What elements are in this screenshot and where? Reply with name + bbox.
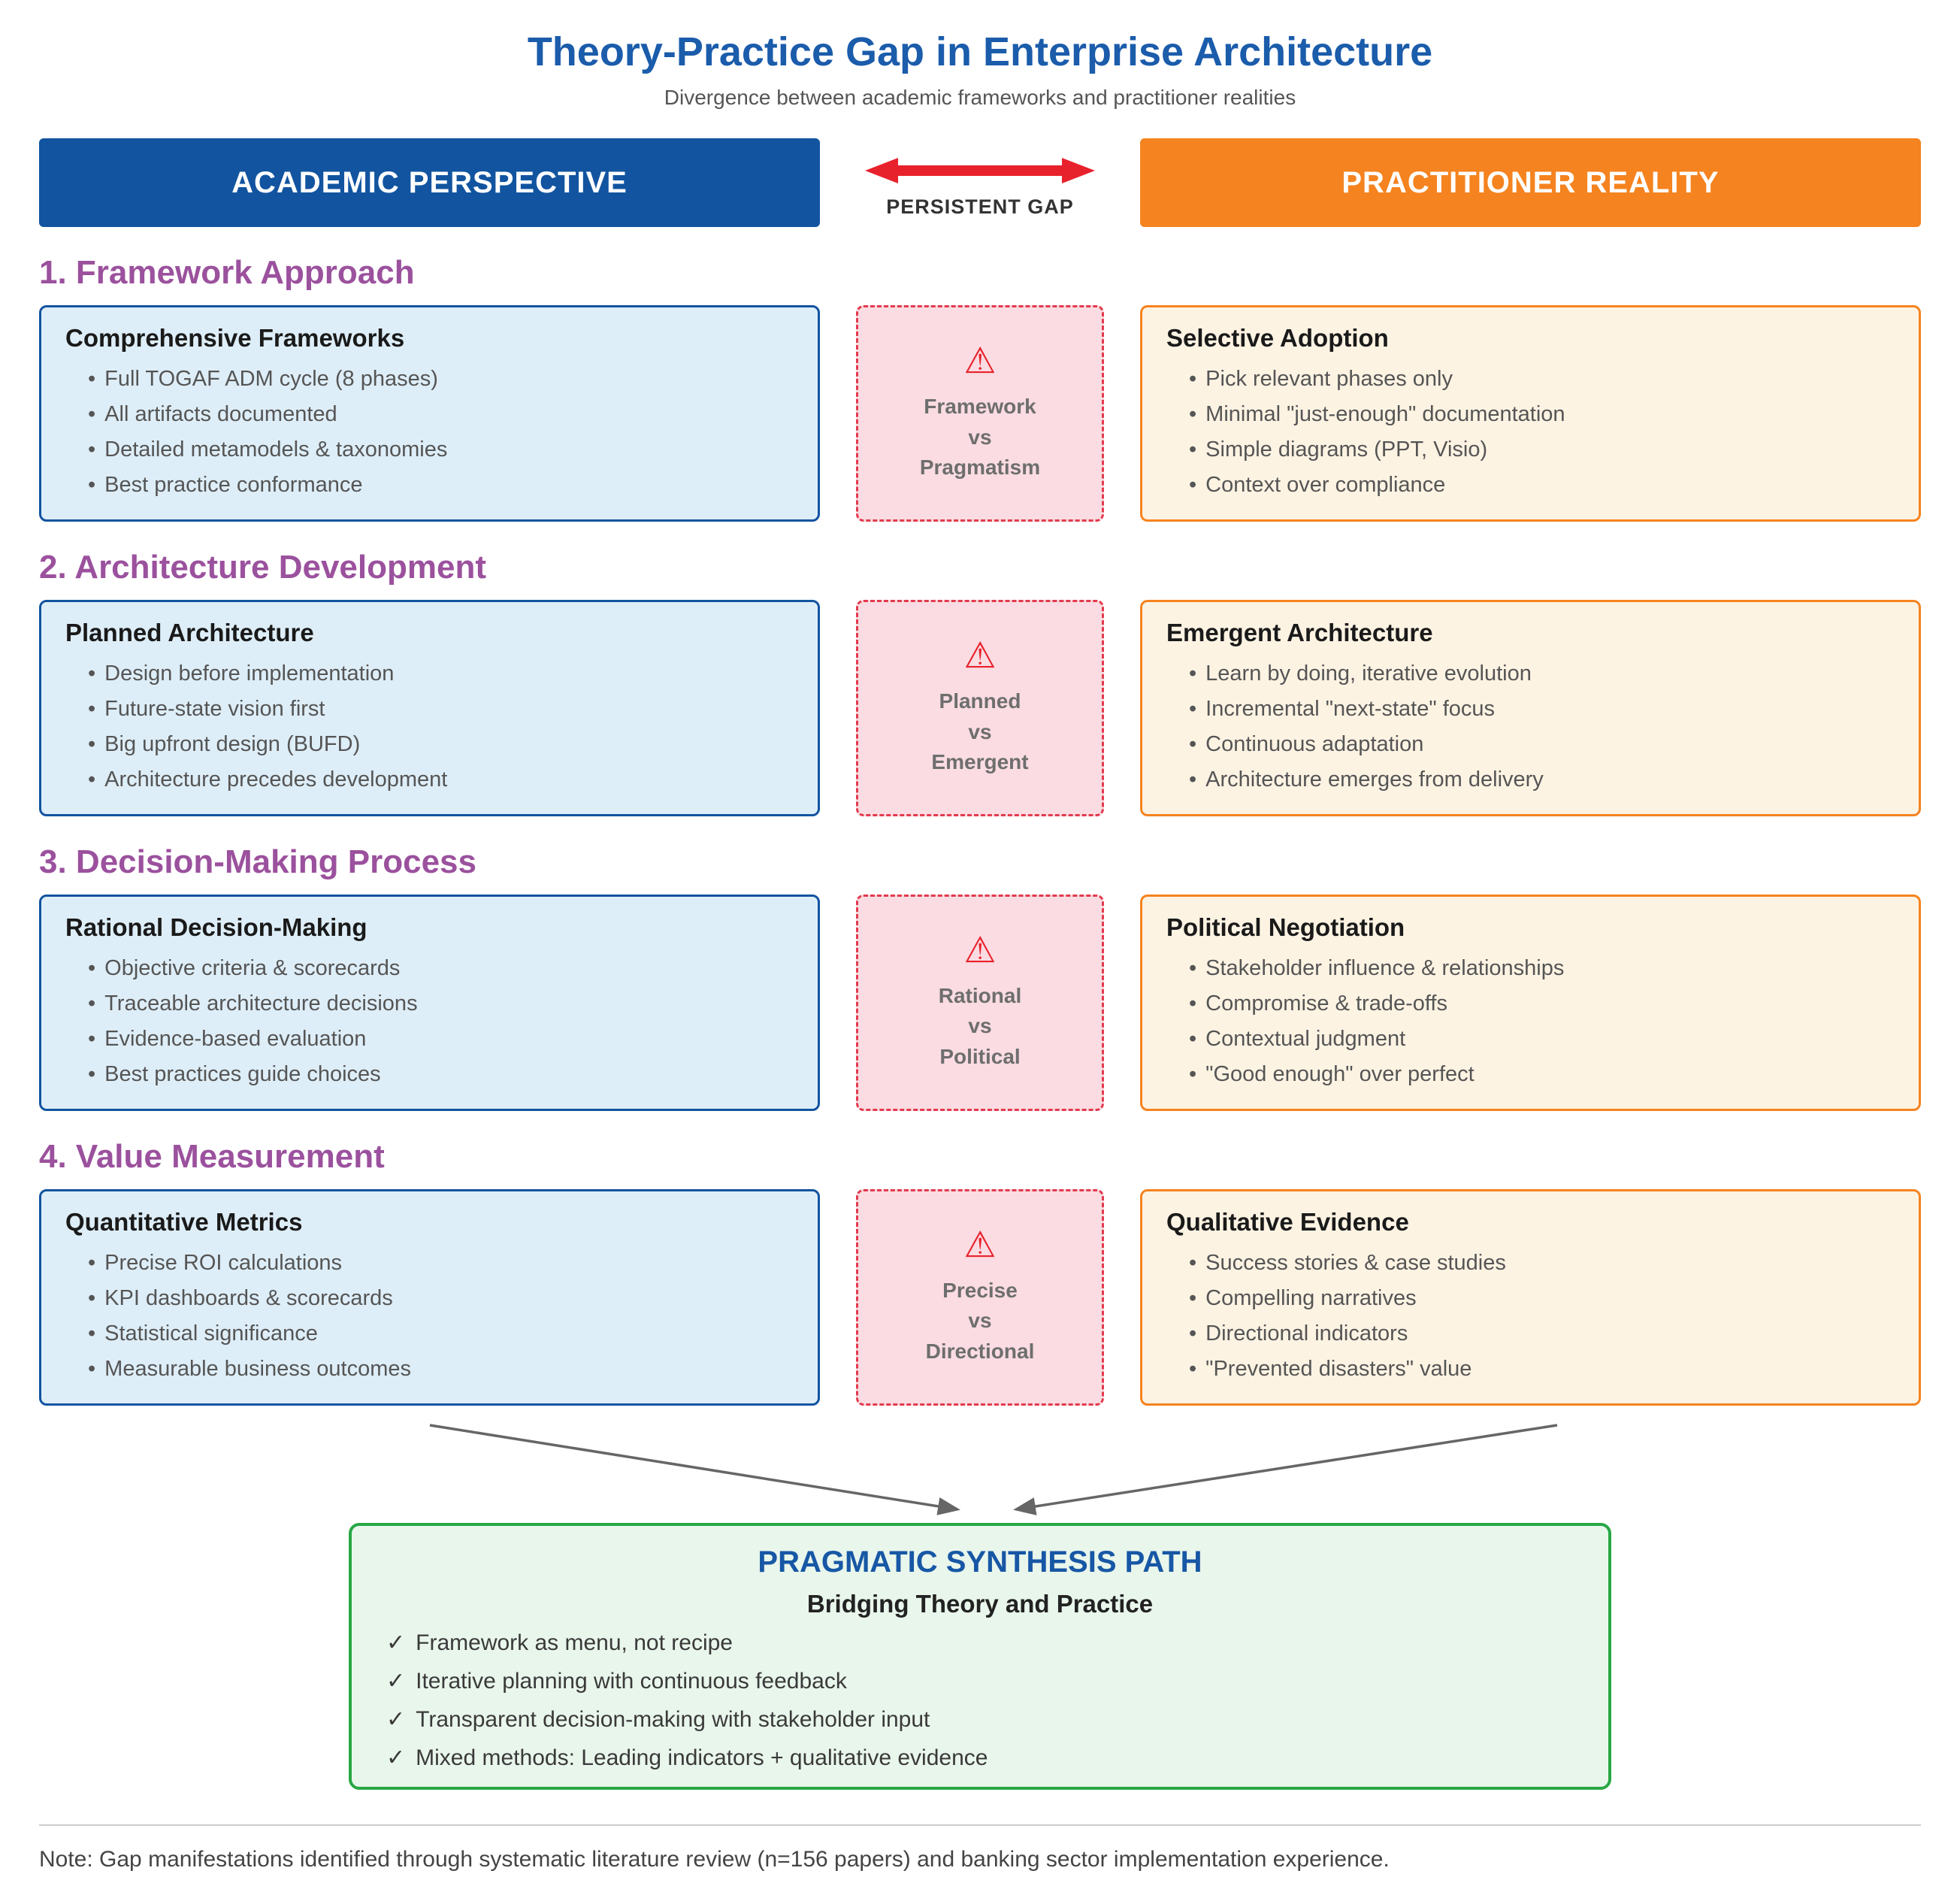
warning-icon: ⚠ bbox=[963, 930, 997, 970]
gap-term-right: Political bbox=[939, 1044, 1021, 1068]
synthesis-title: PRAGMATIC SYNTHESIS PATH bbox=[758, 1545, 1202, 1579]
gap-box bbox=[856, 1189, 1104, 1406]
bullet-list bbox=[65, 362, 794, 503]
bullet-item: • "Good enough" over perfect bbox=[1189, 1057, 1895, 1092]
synthesis-item-text: Transparent decision-making with stakeholder input bbox=[416, 1706, 930, 1732]
footer-divider bbox=[39, 1824, 1921, 1826]
bullet-item: • Evidence-based evaluation bbox=[88, 1022, 794, 1057]
converging-arrows bbox=[39, 1418, 1921, 1523]
synthesis-item bbox=[386, 1741, 1574, 1775]
academic-box bbox=[39, 895, 820, 1111]
practitioner-box bbox=[1140, 600, 1921, 816]
bullet-item: • Stakeholder influence & relationships bbox=[1189, 951, 1895, 986]
box-title: Qualitative Evidence bbox=[1166, 1207, 1409, 1236]
bullet-list bbox=[65, 951, 794, 1092]
practitioner-box bbox=[1140, 895, 1921, 1111]
section-framework-approach bbox=[39, 254, 1921, 522]
academic-box bbox=[39, 305, 820, 522]
bullet-item: • All artifacts documented bbox=[88, 397, 794, 432]
column-headers bbox=[39, 138, 1921, 227]
gap-term-left: Framework bbox=[924, 395, 1036, 419]
page-subtitle: Divergence between academic frameworks and practitioner realities bbox=[664, 86, 1296, 109]
bullet-item: • Contextual judgment bbox=[1189, 1022, 1895, 1057]
practitioner-box bbox=[1140, 1189, 1921, 1406]
gap-term-right: Pragmatism bbox=[919, 456, 1041, 480]
gap-vs: vs bbox=[968, 1014, 992, 1038]
persistent-gap-indicator bbox=[856, 138, 1104, 227]
gap-vs: vs bbox=[968, 719, 992, 743]
gap-vs: vs bbox=[968, 1309, 992, 1333]
warning-icon: ⚠ bbox=[963, 341, 997, 382]
synthesis-items bbox=[386, 1626, 1574, 1775]
bullet-list bbox=[65, 656, 794, 798]
section-heading: 1. Framework Approach bbox=[39, 254, 415, 291]
synthesis-item bbox=[386, 1626, 1574, 1660]
bullet-item: • Context over compliance bbox=[1189, 468, 1895, 503]
warning-icon: ⚠ bbox=[963, 1224, 997, 1265]
synthesis-box bbox=[349, 1523, 1611, 1790]
gap-term-right: Directional bbox=[925, 1339, 1035, 1363]
bullet-item: • Architecture emerges from delivery bbox=[1189, 762, 1895, 798]
bullet-item: • KPI dashboards & scorecards bbox=[88, 1281, 794, 1316]
bullet-item: • Directional indicators bbox=[1189, 1316, 1895, 1352]
bullet-item: • Detailed metamodels & taxonomies bbox=[88, 432, 794, 468]
bullet-item: • Measurable business outcomes bbox=[88, 1352, 794, 1387]
warning-icon: ⚠ bbox=[963, 635, 997, 676]
bullet-item: • Success stories & case studies bbox=[1189, 1246, 1895, 1281]
bullet-item: • Traceable architecture decisions bbox=[88, 986, 794, 1022]
synthesis-item-text: Mixed methods: Leading indicators + qualitative evidence bbox=[416, 1745, 988, 1770]
bullet-item: • Objective criteria & scorecards bbox=[88, 951, 794, 986]
gap-term-left: Planned bbox=[939, 689, 1021, 713]
bullet-item: • Simple diagrams (PPT, Visio) bbox=[1189, 432, 1895, 468]
box-title: Comprehensive Frameworks bbox=[65, 324, 405, 352]
gap-term-right: Emergent bbox=[931, 750, 1029, 774]
box-title: Selective Adoption bbox=[1166, 324, 1389, 352]
academic-box bbox=[39, 1189, 820, 1406]
bullet-item: • Minimal "just-enough" documentation bbox=[1189, 397, 1895, 432]
bullet-list bbox=[1166, 951, 1895, 1092]
box-title: Quantitative Metrics bbox=[65, 1207, 303, 1236]
academic-box bbox=[39, 600, 820, 816]
check-icon: ✓ bbox=[386, 1745, 406, 1770]
box-title: Planned Architecture bbox=[65, 618, 314, 646]
bullet-item: • Compromise & trade-offs bbox=[1189, 986, 1895, 1022]
bullet-item: • Compelling narratives bbox=[1189, 1281, 1895, 1316]
section-heading: 3. Decision-Making Process bbox=[39, 843, 476, 880]
box-title: Political Negotiation bbox=[1166, 913, 1405, 941]
bullet-list bbox=[1166, 1246, 1895, 1387]
gap-term-left: Precise bbox=[942, 1278, 1018, 1302]
bullet-item: • Incremental "next-state" focus bbox=[1189, 692, 1895, 727]
bullet-item: • "Prevented disasters" value bbox=[1189, 1352, 1895, 1387]
section-decision-making bbox=[39, 843, 1921, 1111]
bullet-item: • Continuous adaptation bbox=[1189, 727, 1895, 762]
bullet-item: • Best practice conformance bbox=[88, 468, 794, 503]
synthesis-item bbox=[386, 1703, 1574, 1736]
bullet-item: • Big upfront design (BUFD) bbox=[88, 727, 794, 762]
synthesis-item bbox=[386, 1664, 1574, 1698]
section-architecture-development bbox=[39, 549, 1921, 816]
gap-term-left: Rational bbox=[938, 983, 1022, 1007]
gap-box bbox=[856, 600, 1104, 816]
bullet-list bbox=[1166, 362, 1895, 503]
bullet-item: • Full TOGAF ADM cycle (8 phases) bbox=[88, 362, 794, 397]
section-value-measurement bbox=[39, 1138, 1921, 1406]
academic-perspective-header: ACADEMIC PERSPECTIVE bbox=[39, 138, 820, 227]
section-heading: 2. Architecture Development bbox=[39, 548, 486, 586]
gap-box bbox=[856, 305, 1104, 522]
footnote: Note: Gap manifestations identified through systematic literature review (n=156 papers) and banking sector implementation experience. bbox=[39, 1846, 1390, 1872]
synthesis-subtitle: Bridging Theory and Practice bbox=[806, 1589, 1154, 1618]
gap-box bbox=[856, 895, 1104, 1111]
bullet-item: • Future-state vision first bbox=[88, 692, 794, 727]
bullet-item: • Pick relevant phases only bbox=[1189, 362, 1895, 397]
persistent-gap-label: PERSISTENT GAP bbox=[886, 195, 1074, 218]
check-icon: ✓ bbox=[386, 1630, 406, 1655]
bullet-item: • Learn by doing, iterative evolution bbox=[1189, 656, 1895, 692]
page-title: Theory-Practice Gap in Enterprise Architecture bbox=[527, 29, 1433, 74]
gap-vs: vs bbox=[968, 425, 992, 449]
synthesis-item-text: Framework as menu, not recipe bbox=[416, 1630, 733, 1655]
practitioner-box bbox=[1140, 305, 1921, 522]
bullet-list bbox=[65, 1246, 794, 1387]
bullet-item: • Architecture precedes development bbox=[88, 762, 794, 798]
synthesis-item-text: Iterative planning with continuous feedback bbox=[416, 1668, 847, 1694]
check-icon: ✓ bbox=[386, 1706, 406, 1732]
bullet-item: • Design before implementation bbox=[88, 656, 794, 692]
double-arrow-icon bbox=[864, 155, 1096, 186]
box-title: Emergent Architecture bbox=[1166, 618, 1433, 646]
practitioner-reality-header: PRACTITIONER REALITY bbox=[1140, 138, 1921, 227]
bullet-item: • Precise ROI calculations bbox=[88, 1246, 794, 1281]
check-icon: ✓ bbox=[386, 1668, 406, 1694]
bullet-list bbox=[1166, 656, 1895, 798]
bullet-item: • Best practices guide choices bbox=[88, 1057, 794, 1092]
section-heading: 4. Value Measurement bbox=[39, 1137, 385, 1175]
box-title: Rational Decision-Making bbox=[65, 913, 368, 941]
bullet-item: • Statistical significance bbox=[88, 1316, 794, 1352]
